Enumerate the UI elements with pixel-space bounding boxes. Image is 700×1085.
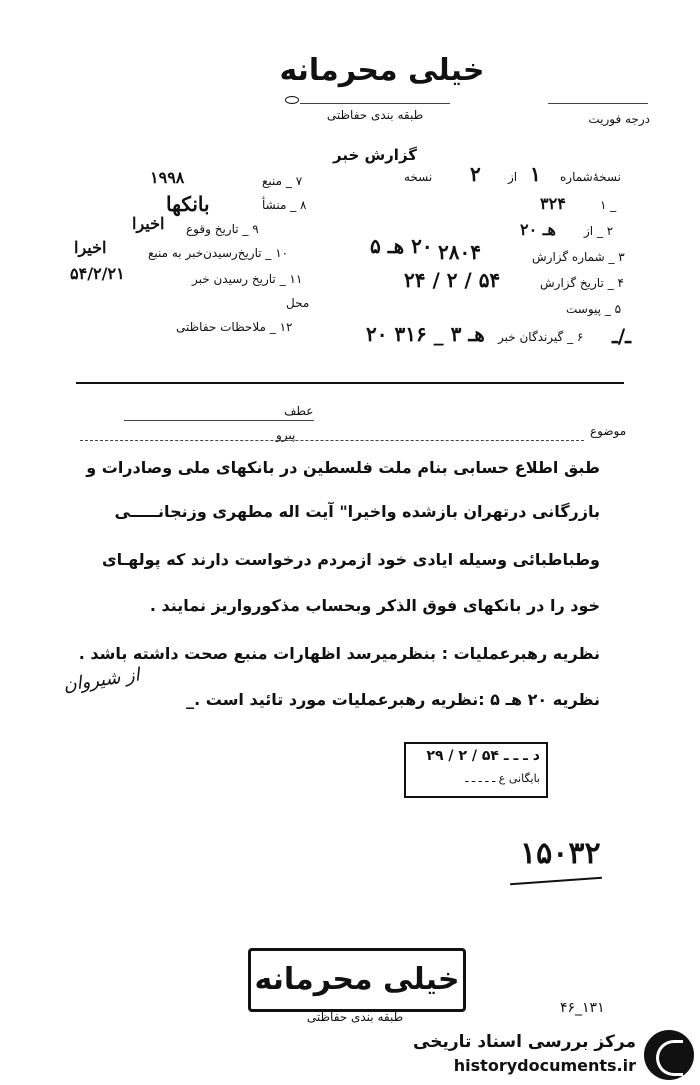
- handwritten-underline: [510, 877, 602, 885]
- body-line-6: نظریه ۲۰ هـ ۵ :نظریه رهبرعملیات مورد تائید است ._: [186, 690, 600, 709]
- follow-label: پیرو: [276, 428, 296, 442]
- f1-value: ۳۲۴: [540, 194, 566, 213]
- classification-label-bottom: طبقه بندی حفاظتی: [306, 1010, 404, 1024]
- recipients-mark: ـ/ـ: [612, 324, 632, 348]
- dot-mark: [285, 96, 299, 104]
- body-line-3: وطباطبائی وسیله ایادی خود ازمردم درخواست دارند که پولهـای: [101, 550, 600, 569]
- received-source-value: اخیرا: [74, 238, 107, 257]
- subject-line: [80, 440, 584, 441]
- received-date-label: ۱۱ _ تاریخ رسیدن خبر: [192, 272, 303, 286]
- source-value: ۱۹۹۸: [150, 168, 185, 187]
- classification-label-top: طبقه بندی حفاظتی: [326, 108, 424, 122]
- ref-line: [124, 420, 314, 421]
- page-number: ۴۶_۱۳۱: [560, 1000, 605, 1016]
- recipients-value: ۲۰ هـ ۳ _ ۳۱۶: [366, 322, 485, 346]
- classification-underline: [300, 103, 450, 104]
- report-number-label: ۳ _ شماره گزارش: [532, 250, 625, 264]
- body-line-4: خود را در بانکهای فوق الذکر وبحساب مذکورواریز نمایند .: [149, 596, 600, 615]
- received-date-value: ۵۴/۲/۲۱: [70, 264, 125, 283]
- f1-label: ۱ _: [600, 198, 617, 212]
- of-label: از: [508, 170, 518, 184]
- source-label: ۷ _ منبع: [262, 174, 303, 188]
- report-date-label: ۴ _ تاریخ گزارش: [540, 276, 624, 290]
- header-separator: [76, 382, 624, 384]
- ref-label: عطف: [284, 404, 314, 418]
- archive-logo-icon: [644, 1030, 694, 1080]
- place-label: محل: [286, 296, 310, 310]
- report-number-value: ۲۸۰۴: [438, 240, 481, 264]
- archive-stamp: [404, 742, 548, 798]
- of-value: ۲: [470, 162, 481, 186]
- recipients-label: ۶ _ گیرندگان خبر: [498, 330, 584, 344]
- body-line-1: طبق اطلاع حسابی بنام ملت فلسطین در بانکهای ملی وصادرات و: [86, 458, 600, 477]
- origin-label: ۸ _ منشأ: [262, 198, 307, 212]
- report-number-extra: ۲۰ هـ ۵: [370, 234, 433, 258]
- margin-note: از شیروان: [61, 664, 141, 696]
- copy-number-label: نسخهٔ‌شماره: [560, 170, 621, 184]
- archive-watermark: [408, 1030, 698, 1082]
- origin-value: بانکها: [166, 192, 210, 216]
- event-date-value: اخیرا: [132, 214, 165, 233]
- f2-label: ۲ _ از: [584, 224, 614, 238]
- subject-label: موضوع: [590, 424, 627, 438]
- urgency-label: درجه فوریت: [588, 112, 650, 126]
- org-name: مرکز بررسی اسناد تاریخی: [413, 1032, 636, 1052]
- event-date-label: ۹ _ تاریخ وقوع: [186, 222, 259, 236]
- copy-number-value: ۱: [530, 162, 541, 186]
- copy-label: نسخه: [404, 170, 433, 184]
- archive-stamp-row-2: بایگانی ع ـ ـ ـ ـ ـ: [465, 772, 540, 785]
- attachment-label: ۵ _ پیوست: [566, 302, 622, 316]
- archive-stamp-row-1: د ـ ـ ـ ۵۴ / ۲ / ۲۹: [426, 748, 540, 764]
- report-date-value: ۲۴ / ۲ / ۵۴: [404, 268, 501, 292]
- handwritten-number: ۱۵۰۳۲: [520, 836, 601, 871]
- classification-stamp-bottom: خیلی محرمانه: [248, 948, 466, 1012]
- security-notes-label: ۱۲ _ ملاحظات حفاظتی: [176, 320, 293, 334]
- body-line-5: نظریه رهبرعملیات : بنظرمیرسد اظهارات منبع صحت داشته باشد .: [78, 644, 600, 663]
- received-source-label: ۱۰ _ تاریخ‌رسیدن‌خبر به منبع: [148, 246, 289, 260]
- report-title: گزارش خبر: [332, 146, 418, 164]
- org-url: historydocuments.ir: [453, 1056, 636, 1075]
- f2-value: ۲۰ هـ: [520, 220, 556, 239]
- body-line-2: بازرگانی درتهران بازشده واخیرا" آیت اله مطهری وزنجانـــــی: [114, 502, 600, 521]
- classification-stamp-top: خیلی محرمانه: [279, 53, 485, 88]
- urgency-line: [548, 103, 648, 104]
